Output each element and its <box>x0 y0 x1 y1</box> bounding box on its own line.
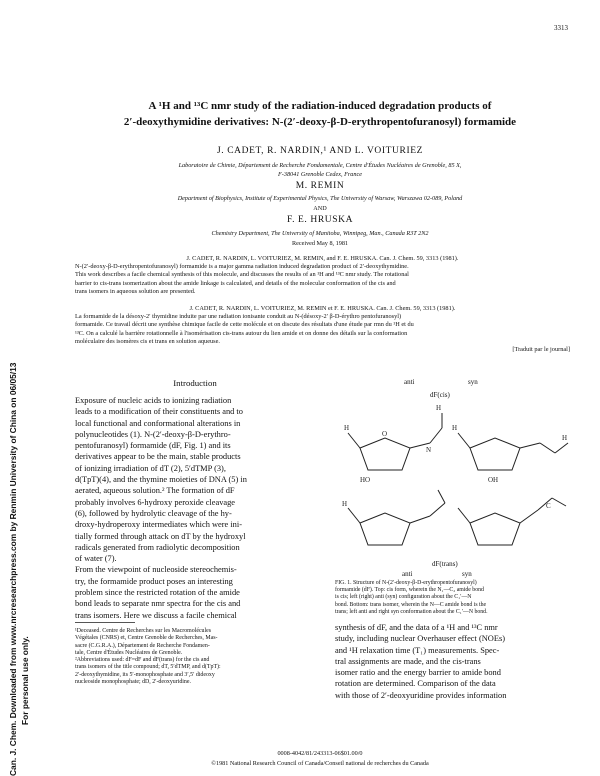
footnote-1-line-4: tale, Centre d'Études Nucléaires de Grenoble. <box>75 649 183 656</box>
affiliation-1-line-2: F-38041 Grenoble Cedex, France <box>278 171 362 178</box>
right-col-line-3: and ¹H relaxation time (T₁) measurements. Spec- <box>335 645 500 655</box>
right-col-line-1: synthesis of dF, and the data of a ¹H and ¹³C nmr <box>335 623 498 632</box>
amide-bond-top-left <box>430 428 442 443</box>
glycosidic-bond-bottom-left <box>410 516 430 523</box>
abstract-en-line-4: trans isomers in aqueous solution are presented. <box>75 287 196 295</box>
glycosidic-bond-bottom-right <box>520 510 538 523</box>
sidebar-line-1: Can. J. Chem. Downloaded from www.nrcresearchpress.com by Renmin University of China on 06/05/13 <box>8 362 18 776</box>
intro-line-3: local functional and conformational alterations in <box>75 418 241 428</box>
abstract-fr-line-3: ¹³C. On a calculé la barrière rotationnelle à l'isomérisation cis-trans autour du lien amide et on donne des détails sur la conformation <box>75 329 408 337</box>
atom-label-h5: H <box>342 500 348 508</box>
right-col-line-5: isomer ratio and the energy barrier to amide bond <box>335 668 501 678</box>
sidebar-line-2: For personal use only. <box>20 636 30 725</box>
abstract-fr-line-4: moléculaire des isomères cis et trans en solution aqueuse. <box>75 337 220 345</box>
intro-line-19: bond leads to separate nmr spectra for the cis and <box>75 599 241 609</box>
carbonyl-top-right <box>555 443 568 453</box>
download-sidebar <box>6 170 36 776</box>
footnote-1-line-1: ¹Deceased. Centre de Recherches sur les Macromolécules <box>75 628 212 634</box>
intro-line-6: derivatives appear to be the main, stable products <box>75 452 241 462</box>
trans-structures <box>348 490 566 545</box>
atom-label-h2: H <box>344 424 350 432</box>
right-col-line-6: rotation are determined. Comparison of the data <box>335 679 496 689</box>
authors-group-3: F. E. HRUSKA <box>286 215 354 225</box>
intro-line-14: radicals generated from radiolytic decomposition <box>75 542 240 552</box>
intro-body <box>75 395 315 621</box>
intro-line-2: leads to a modification of their constituents and to <box>75 407 243 417</box>
carbonyl-bottom-left <box>438 490 445 503</box>
c5-bond-top-left <box>348 433 360 448</box>
footnote-2-line-4: nucleoside monophosphate; dD, 2′-deoxyuridine. <box>75 679 191 686</box>
figure-1-structures <box>330 398 580 558</box>
c5-bond-bottom-left <box>348 508 360 523</box>
page-number: 3313 <box>554 24 568 32</box>
figure-caption <box>335 580 575 616</box>
article-title <box>60 98 580 130</box>
title-line-2: 2′-deoxythymidine derivatives: N-(2′-deoxy-β-D-erythropentofuranosyl) formamide <box>123 116 517 128</box>
cis-structures <box>348 413 568 470</box>
right-col-line-4: tral assignments are made, and the cis-trans <box>335 656 481 666</box>
footnote-2-line-3: 2′-deoxythymidine, its 5′-monophosphate and 3′,5′ dideoxy <box>75 671 215 678</box>
atom-label-n: N <box>426 446 432 454</box>
intro-line-17: try, the formamide product poses an interesting <box>75 576 233 586</box>
abstract-en-line-3: barrier to cis-trans isomerization about the amide linkage is calculated, and details of the molecular conformation of the cis and <box>75 279 396 287</box>
fig-bottom-syn-label: syn <box>462 570 472 578</box>
fig-top-syn-label: syn <box>468 378 478 386</box>
affiliation-3: Chemistry Department, The University of Manitoba, Winnipeg, Man., Canada R3T 2N2 <box>211 230 429 237</box>
carbonyl-bottom-right <box>552 498 566 506</box>
authors-group-2: M. REMIN <box>295 181 345 191</box>
intro-line-18: problem since the restricted rotation of the amide <box>75 588 240 598</box>
intro-line-5: pentofuranosyl) formamide (dF, Fig. 1) and its <box>75 441 231 451</box>
footnotes <box>75 628 315 686</box>
sugar-ring-top-left <box>360 438 410 470</box>
abstract-fr-line-2: formamide. Ce travail décrit une synthèse chimique facile de cette molécule et on discute des résultats d'une étude par rmn du ¹H et du <box>75 321 414 329</box>
footnote-rule <box>75 622 135 623</box>
sugar-ring-bottom-right <box>470 513 520 545</box>
atom-label-h3: H <box>452 424 458 432</box>
intro-line-12: droxy-hydroperoxy intermediates which were ini- <box>75 520 242 530</box>
glycosidic-bond-top-right <box>520 443 540 448</box>
and-separator: AND <box>313 205 327 212</box>
intro-line-9: aerated, aqueous solution.² The formation of dF <box>75 486 235 496</box>
intro-line-15: of water (7). <box>75 554 117 564</box>
affiliation-1 <box>60 161 580 179</box>
caption-line-2: formamide (dF). Top: cis form, wherein the N₁—C₂ amide bond <box>335 587 484 594</box>
article-code: 0008-4042/81/243313-06$01.00/0 <box>277 750 363 757</box>
sugar-ring-bottom-left <box>360 513 410 545</box>
footnote-2-line-2: trans isomers of the title compound; dT, 5′dTMP, and d(TpT): <box>75 664 221 671</box>
intro-line-4: polynucleotides (1). N-(2′-deoxy-β-D-erythro- <box>75 429 231 439</box>
atom-label-h4: H <box>562 434 568 442</box>
intro-line-16: From the viewpoint of nucleoside stereochemis- <box>75 565 237 575</box>
translator-note: [Traduit par le journal] <box>512 346 570 354</box>
caption-line-5: trans; left anti and right syn conformation about the C₁′—N bond. <box>335 608 488 615</box>
atom-label-ho: HO <box>360 476 371 484</box>
atom-label-o: O <box>382 430 388 438</box>
intro-line-7: of ionizing irradiation of dT (2), 5′dTMP (3), <box>75 463 226 473</box>
copyright-line: ©1981 National Research Council of Canada/Conseil national de recherches du Canada <box>211 760 429 767</box>
right-col-line-7: with those of 2′-deoxyuridine provides information <box>335 690 507 700</box>
intro-line-13: tially formed through attack on dT by the hydroxyl <box>75 531 246 541</box>
abstract-en-line-1: N-(2′-deoxy-β-D-erythropentofuranosyl) formamide is a major gamma radiation induced degradation product of 2′-deoxythymidine. <box>75 263 409 271</box>
abstract-en-line-2: This work describes a facile chemical synthesis of this molecule, and discusses the results of an ¹H and ¹³C nmr study. The rotational <box>75 271 409 279</box>
authors-group-1: J. CADET, R. NARDIN,¹ AND L. VOITURIEZ <box>216 146 424 156</box>
caption-line-1: FIG. 1. Structure of N-(2′-deoxy-β-D-erythropentofuranosyl) <box>335 580 477 586</box>
right-col-line-2: study, including nuclear Overhauser effect (NOEs) <box>335 634 505 644</box>
intro-line-20: trans isomers. Here we discuss a facile chemical <box>75 610 237 620</box>
footnote-1-line-2: Végétales (CNRS) et, Centre Grenoble de Recherches, Mas- <box>75 635 218 642</box>
caption-line-4: bond. Bottom: trans isomer, wherein the N—C amide bond is the <box>335 601 487 608</box>
intro-line-8: d(TpT)(4), and the thymine moieties of DNA (5) in <box>75 475 247 485</box>
amide-bond-top-right <box>540 443 555 453</box>
footnote-2-line-1: ²Abbreviations used: dF=dF and dF(trans) for the cis and <box>75 657 210 664</box>
atom-label-c: C <box>546 502 551 510</box>
abstract-fr-citation: J. CADET, R. NARDIN, L. VOITURIEZ, M. REMIN et F. E. HRUSKA. Can. J. Chem. 59, 3313 (1981). <box>189 305 456 312</box>
affiliation-2: Department of Biophysics, Institute of Experimental Physics, The University of Warsaw, Warszawa 02-089, Poland <box>177 195 463 202</box>
received-date: Received May 8, 1981 <box>291 240 349 247</box>
intro-line-11: (6), followed by hydrolytic cleavage of the hy- <box>75 508 232 518</box>
atom-label-h: H <box>436 404 442 412</box>
footnote-1-line-3: sacre (C.G.R.A.), Département de Recherche Fondamen- <box>75 642 210 649</box>
abstract-english <box>75 255 570 296</box>
abstract-fr-line-1: La formamide de la désoxy-2′ thymidine induite par une radiation ionisante conduit au N-(désoxy-2′ β-D-érythro pentofuranosyl) <box>75 313 402 321</box>
fig-bottom-anti-label: anti <box>402 570 413 578</box>
c5-bond-top-right <box>458 433 470 448</box>
abstract-en-citation: J. CADET, R. NARDIN, L. VOITURIEZ, M. REMIN, and F. E. HRUSKA. Can. J. Chem. 59, 3313 (1981). <box>186 255 459 262</box>
atom-label-oh: OH <box>488 476 499 484</box>
fig-cis-label: dF(cis) <box>430 391 450 399</box>
caption-line-3: is cis; left (right) anti (syn) configuration about the C₁′—N <box>335 594 472 601</box>
amide-bond-bottom-left <box>430 503 445 516</box>
intro-line-10: probably involves 6-hydroxy peroxide cleavage <box>75 497 236 507</box>
intro-heading: Introduction <box>173 378 217 388</box>
fig-trans-label: dF(trans) <box>432 560 458 568</box>
right-column-body <box>335 622 575 701</box>
sugar-ring-top-right <box>470 438 520 470</box>
c5-bond-bottom-right <box>458 508 470 523</box>
atom-labels <box>342 404 567 510</box>
intro-line-1: Exposure of nucleic acids to ionizing radiation <box>75 396 232 405</box>
affiliation-1-line-1: Laboratoire de Chimie, Département de Recherche Fondamentale, Centre d'Études Nucléaires de Grenoble, 85 X, <box>178 162 462 169</box>
abstract-french <box>75 305 570 354</box>
fig-top-anti-label: anti <box>404 378 415 386</box>
title-line-1: A ¹H and ¹³C nmr study of the radiation-induced degradation products of <box>148 100 492 112</box>
